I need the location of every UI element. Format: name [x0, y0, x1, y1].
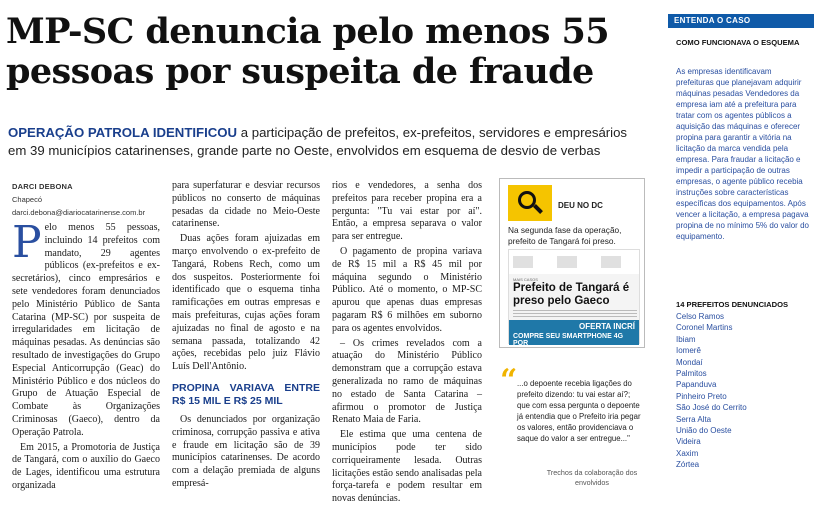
sidebar-header: ENTENDA O CASO — [668, 14, 814, 28]
paragraph: Os denunciados por organização criminosa, corrupção passiva e ativa e fraude em licitação são de 39 municípios catarinenses. De acordo com a delação premiada de alguns empresá- — [172, 413, 320, 489]
section-subhead: PROPINA VARIAVA ENTRE R$ 15 MIL E R$ 25 MIL — [172, 381, 320, 407]
list-item: Zórtea — [676, 460, 700, 470]
thumbnail-headline: Prefeito de Tangará é preso pelo Gaeco — [513, 282, 630, 307]
thumbnail-image — [513, 256, 533, 268]
list-item: Ibiam — [676, 334, 696, 344]
paragraph: rios e vendedores, a senha dos prefeitos para receber propina era a pergunta: "Tu vai estar por aí". Então, a empresa separava o valor para ser entregue. — [332, 180, 482, 243]
paragraph-text: elo menos 55 pessoas, incluindo 14 prefeitos com mandato, 29 agentes públicos (ex-prefeitos e ex-secretários), cinco empresários e sete vendedores foram denunciados pelo Ministério Público de Santa Catarina (MP-SC) por suspeita de irregularidades em licitação de máquinas pesadas. As denúncias são resultado de investigações do Grupo Especial Anticorrupção (Geac) do Ministério Público e dos núcleos do Grupo de Atuação Especial de Combate às Organizações Criminosas (Gaeco), dentro da Operação Patrola. — [12, 222, 160, 438]
prefeitos-list-title: 14 PREFEITOS DENUNCIADOS — [676, 300, 789, 309]
list-item: Celso Ramos — [676, 312, 725, 321]
thumbnail-image — [601, 256, 621, 268]
article-column-3 — [332, 180, 482, 508]
list-item: Pinheiro Preto — [676, 391, 727, 401]
byline-email[interactable]: darci.debona@diariocatarinense.com.br — [12, 208, 146, 217]
magnifier-handle — [533, 204, 543, 214]
prefeitos-list — [676, 311, 747, 471]
sidebar-subtitle: COMO FUNCIONAVA O ESQUEMA — [676, 38, 800, 47]
sidebar-text: As empresas identificavam prefeituras que planejavam adquirir máquinas pesadas Vendedores da empresa iam até a prefeitura para tratar com os agentes públicos a aquisição das máquinas e oferecer propina para garantir a vitória na licitação da marca vendida pela empresa. Para fraudar a licitação e impedir a participação de outras empresas, o agente público recebia instruções sobre características específicas dos equipamentos. Após vencer a licitação, a empresa pagava propina de no mínimo 5% do valor do equipamento. — [676, 67, 809, 241]
list-item: Mondaí — [676, 357, 703, 367]
deu-no-dc-box — [499, 178, 645, 348]
thumbnail-header — [509, 250, 639, 274]
list-item: Coronel Martins — [676, 323, 733, 333]
newspaper-thumbnail — [508, 249, 640, 347]
list-item: Videira — [676, 437, 701, 447]
ad-text: COMPRE SEU SMARTPHONE 4G POR — [513, 333, 624, 347]
subhead-text: a participação de prefeitos, ex-prefeitos, servidores e empresários em 39 municípios catarinenses, grande parte no Oeste, envolvidos em esquema de desvio de verbas — [8, 125, 628, 158]
list-item: Palmitos — [676, 369, 707, 379]
paragraph: – Os crimes revelados com a atuação do Ministério Público demonstram que a corrupção estava generalizada no ramo de máquinas no estado de Santa Catarina – afirmou o promotor de Justiça Renato Maia de Faria. — [332, 337, 482, 426]
paragraph: O pagamento de propina variava de R$ 15 mil a R$ 45 mil por máquina segundo o Ministério Público. Até o momento, o MP-SC apurou que apenas duas empresas pagaram R$ 6 milhões em suborno para os agentes envolvidos. — [332, 245, 482, 334]
quote-source: Trechos da colaboração dos envolvidos — [546, 468, 638, 487]
paragraph: para superfaturar e desviar recursos públicos no conserto de máquinas pesadas da cidade no Meio-Oeste catarinense. — [172, 180, 320, 230]
paragraph: Em 2015, a Promotoria de Justiça de Tangará, com o auxílio do Gaeco de Lages, identificou uma estrutura organizada — [12, 441, 160, 491]
list-item: União do Oeste — [676, 426, 732, 436]
list-item: Serra Alta — [676, 414, 712, 424]
magnifier-icon — [508, 185, 552, 221]
dropcap: P — [12, 217, 42, 268]
byline-location: Chapecó — [12, 195, 43, 204]
thumbnail-image — [557, 256, 577, 268]
sidebar-entenda-o-caso — [668, 0, 814, 498]
list-item: Iomerê — [676, 346, 701, 356]
subhead — [8, 124, 648, 160]
dc-box-title: DEU NO DC — [558, 201, 603, 210]
list-item: Papanduva — [676, 380, 717, 390]
thumbnail-text-lines — [513, 310, 637, 318]
list-item: São José do Cerrito — [676, 403, 747, 413]
list-item: Xaxim — [676, 448, 699, 458]
pull-quote: ...o depoente recebia ligações do prefeito dizendo: tu vai estar aí?; que com essa pergunta o depoente já entendia que o Prefeito iria pegar os valores, então providenciava o saque do valor a ser entregue..." — [517, 379, 641, 443]
thumbnail-ad-banner — [509, 320, 639, 345]
paragraph — [12, 217, 160, 440]
paragraph: Duas ações foram ajuizadas em março envolvendo o ex-prefeito de Tangará, Robens Rech, como um dos suspeitos. Posteriormente foi identificado que o esquema tinha ramificações em outras empresas e mais prefeituras, cujas ações foram ajuizadas no final de agosto e na semana passada, totalizando 42 ações, recebidas pelo juiz Flávio Luís Dell'Antônio. — [172, 233, 320, 373]
byline — [12, 180, 162, 219]
headline: MP-SC denuncia pelo menos 55 pessoas por suspeita de fraude — [6, 11, 609, 92]
article-column-2 — [172, 180, 320, 493]
byline-author: DARCI DEBONA — [12, 182, 73, 191]
thumbnail-tag: MAIS CASOS — [513, 277, 538, 282]
article-column-1 — [12, 217, 160, 495]
subhead-kicker: OPERAÇÃO PATROLA IDENTIFICOU — [8, 125, 238, 140]
paragraph: Ele estima que uma centena de municípios pode ter sido corriqueiramente lesada. Outras licitações estão sendo analisadas pela força-tarefa e podem resultar em novas denúncias. — [332, 429, 482, 505]
quote-mark-icon: “ — [500, 363, 518, 398]
dc-box-text: Na segunda fase da operação, prefeito de Tangará foi preso. — [508, 225, 622, 246]
ad-text: OFERTA INCRÍ — [579, 322, 635, 331]
